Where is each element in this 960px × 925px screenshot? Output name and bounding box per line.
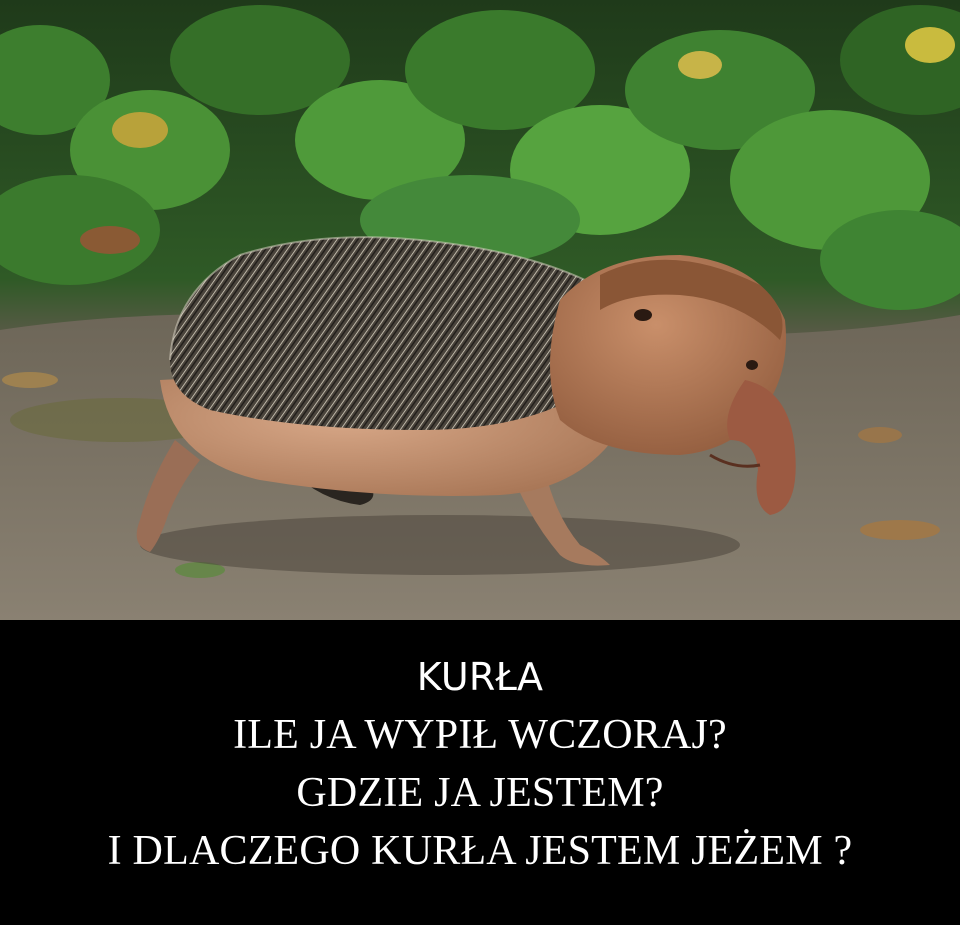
caption-line-1: KURŁA (416, 655, 544, 699)
caption-line-4: I DLACZEGO KURŁA JESTEM JEŻEM ? (107, 828, 853, 874)
caption-line-3: GDZIE JA JESTEM? (296, 770, 664, 816)
caption-line-2: ILE JA WYPIŁ WCZORAJ? (233, 712, 727, 758)
caption-block (0, 620, 960, 925)
